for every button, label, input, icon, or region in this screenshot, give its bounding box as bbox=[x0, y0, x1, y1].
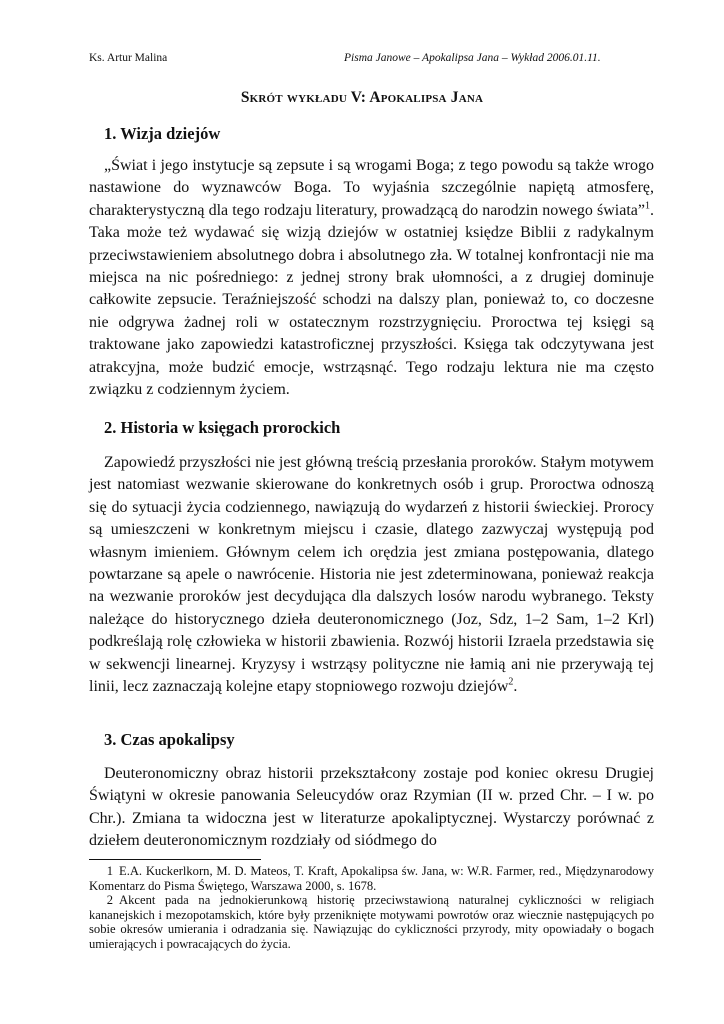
paragraph-text: Zapowiedź przyszłości nie jest główną treścią przesłania proroków. Stałym motywem jest natomiast wezwanie skierowane do konkretnych osób i grup. Proroctwa odnoszą się do sytuacji życia codziennego, nawiązują do wydarzeń z historii świeckiej. Prorocy są umieszczeni w konkretnym miejscu i czasie, dlatego zazwyczaj występują pod własnym imieniem. Głównym celem ich orędzia jest zmiana postępowania, dlatego powtarzane są apele o nawrócenie. Historia nie jest zdeterminowana, ponieważ reakcja na wezwanie proroków jest decydująca dla dalszych losów narodu wybranego. Teksty należące do historycznego dzieła deuteronomicznego (Joz, Sdz, 1–2 Sam, 1–2 Krl) podkreślają rolę człowieka w historii zbawienia. Rozwój historii Izraela przedstawia się w sekwencji linearnej. Kryzysy i wstrząsy polityczne nie łamią ani nie przerywają tej linii, lecz zaznaczają kolejne etapy stopniowego rozwoju dziejów bbox=[89, 454, 654, 696]
footnote-ref-1[interactable]: 1 bbox=[645, 200, 650, 212]
section-heading-1: 1. Wizja dziejów bbox=[104, 124, 221, 143]
footnote-text: E.A. Kuckerlkorn, M. D. Mateos, T. Kraft, Apokalipsa św. Jana, w: W.R. Farmer, red., Międzynarodowy Komentarz do Pisma Świętego, Warszawa 2000, s. 1678. bbox=[89, 864, 654, 893]
paragraph-text: . Taka może też wydawać się wizją dziejów w ostatniej księdze Biblii z radykalnym przeciwstawieniem absolutnego dobra i absolutnego zła. W totalnej konfrontacji nie ma miejsca na nic pośredniego: z jednej strony brak ułomności, a z drugiej dominuje całkowite zepsucie. Teraźniejszość schodzi na dalszy plan, ponieważ to, co doczesne nie odgrywa żadnej roli w ostatecznym rozstrzygnięciu. Proroctwa tej księgi są traktowane jako zapowiedzi katastroficznej przyszłości. Księga tak odczytywana jest atrakcyjna, może budzić emocje, wstrząsnąć. Tego rodzaju lektura nie ma często związku z codziennym życiem. bbox=[89, 201, 654, 399]
footnote-ref-2[interactable]: 2 bbox=[508, 676, 514, 688]
footnote-divider bbox=[89, 859, 261, 860]
footnote-1 bbox=[89, 864, 654, 893]
section-heading-2: 2. Historia w księgach prorockich bbox=[104, 418, 341, 437]
section-heading-3: 3. Czas apokalipsy bbox=[104, 730, 235, 749]
section-paragraph-1 bbox=[89, 155, 654, 401]
footnote-number: 1 bbox=[106, 864, 113, 878]
paragraph-text: . bbox=[513, 678, 518, 696]
section-paragraph-3 bbox=[89, 763, 654, 853]
paragraph-text: Deuteronomiczny obraz historii przekształcony zostaje pod koniec okresu Drugiej Świątyni w okresie panowania Seleucydów oraz Rzymian (II w. przed Chr. – I w. po Chr.). Zmiana ta widoczna jest w literaturze apokaliptycznej. Wystarczy porównać z dziełem deuteronomicznym rozdziały od siódmego do bbox=[89, 765, 654, 850]
paragraph-text: „Świat i jego instytucje są zepsute i są wrogami Boga; z tego powodu są także wrogo nastawione do wyznawców Boga. To wyjaśnia szczególnie napiętą atmosferę, charakterystyczną dla tego rodzaju literatury, prowadzącą do narodzin nowego świata” bbox=[89, 157, 654, 219]
header-source: Pisma Janowe – Apokalipsa Jana – Wykład 2006.01.11. bbox=[344, 52, 601, 64]
header-author: Ks. Artur Malina bbox=[89, 52, 168, 64]
section-paragraph-2 bbox=[89, 452, 654, 698]
footnote-2 bbox=[89, 893, 654, 951]
footnote-text: Akcent pada na jednokierunkową historię przeciwstawioną naturalnej cykliczności w religiach kananejskich i mezopotamskich, które były przeniknięte motywami powrotów oraz wiecznie następujących po sobie okresów umierania i odradzania się. Nawiązując do cykliczności przyrody, mity opowiadały o bogach umierających i powracających do życia. bbox=[89, 893, 654, 951]
footnote-number: 2 bbox=[106, 893, 113, 907]
page-title: Skrót wykładu V: Apokalipsa Jana bbox=[240, 89, 484, 106]
